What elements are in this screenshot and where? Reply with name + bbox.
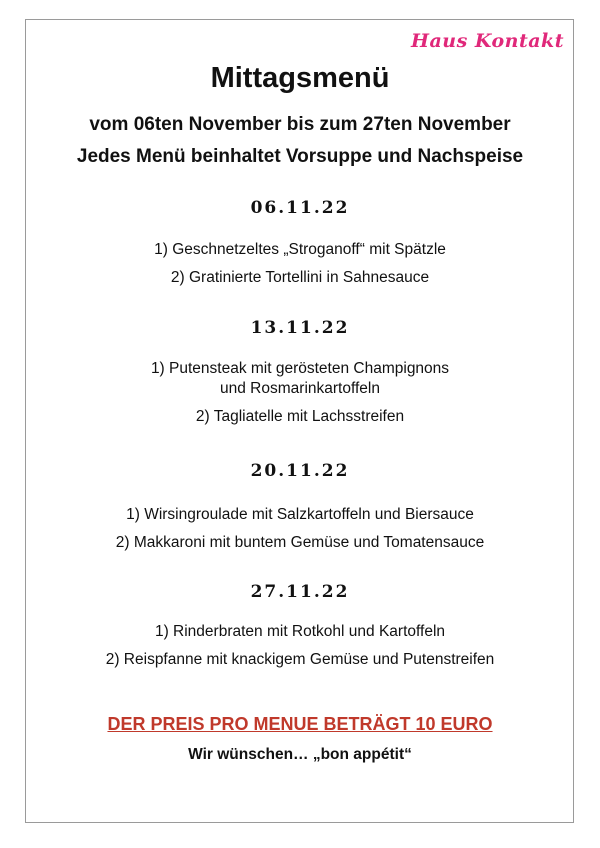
brand-logo: Haus Kontakt bbox=[411, 30, 564, 52]
menu-date: 20.11.22 bbox=[250, 461, 350, 481]
menu-day bbox=[0, 196, 600, 288]
page-title: Mittagsmenü bbox=[210, 62, 390, 94]
closing-line: Wir wünschen… „bon appétit“ bbox=[188, 746, 412, 763]
menu-includes-subtitle: Jedes Menü beinhaltet Vorsuppe und Nachspeise bbox=[76, 146, 524, 167]
dish-option-1-continued: und Rosmarinkartoffeln bbox=[220, 380, 380, 397]
price-note: DER PREIS PRO MENUE BETRÄGT 10 EURO bbox=[107, 714, 493, 734]
dish-option-1: 1) Wirsingroulade mit Salzkartoffeln und Biersauce bbox=[126, 506, 474, 523]
menu-day bbox=[0, 316, 600, 427]
dish-option-1: 1) Rinderbraten mit Rotkohl und Kartoffeln bbox=[154, 623, 446, 640]
menu-list bbox=[0, 196, 600, 670]
menu-day bbox=[0, 580, 600, 670]
dish-option-2: 2) Makkaroni mit buntem Gemüse und Tomatensauce bbox=[115, 534, 485, 551]
dish-option-2: 2) Reispfanne mit knackigem Gemüse und Putenstreifen bbox=[105, 651, 495, 668]
dish-option-1: 1) Geschnetzeltes „Stroganoff“ mit Spätzle bbox=[154, 241, 446, 258]
date-range-subtitle: vom 06ten November bis zum 27ten November bbox=[89, 114, 511, 135]
dish-option-1: 1) Putensteak mit gerösteten Champignons bbox=[150, 360, 450, 377]
menu-date: 06.11.22 bbox=[250, 198, 350, 218]
dish-option-2: 2) Gratinierte Tortellini in Sahnesauce bbox=[170, 269, 430, 286]
menu-date: 27.11.22 bbox=[250, 582, 350, 602]
menu-day bbox=[0, 459, 600, 553]
dish-option-2: 2) Tagliatelle mit Lachsstreifen bbox=[195, 408, 405, 425]
menu-date: 13.11.22 bbox=[250, 318, 350, 338]
